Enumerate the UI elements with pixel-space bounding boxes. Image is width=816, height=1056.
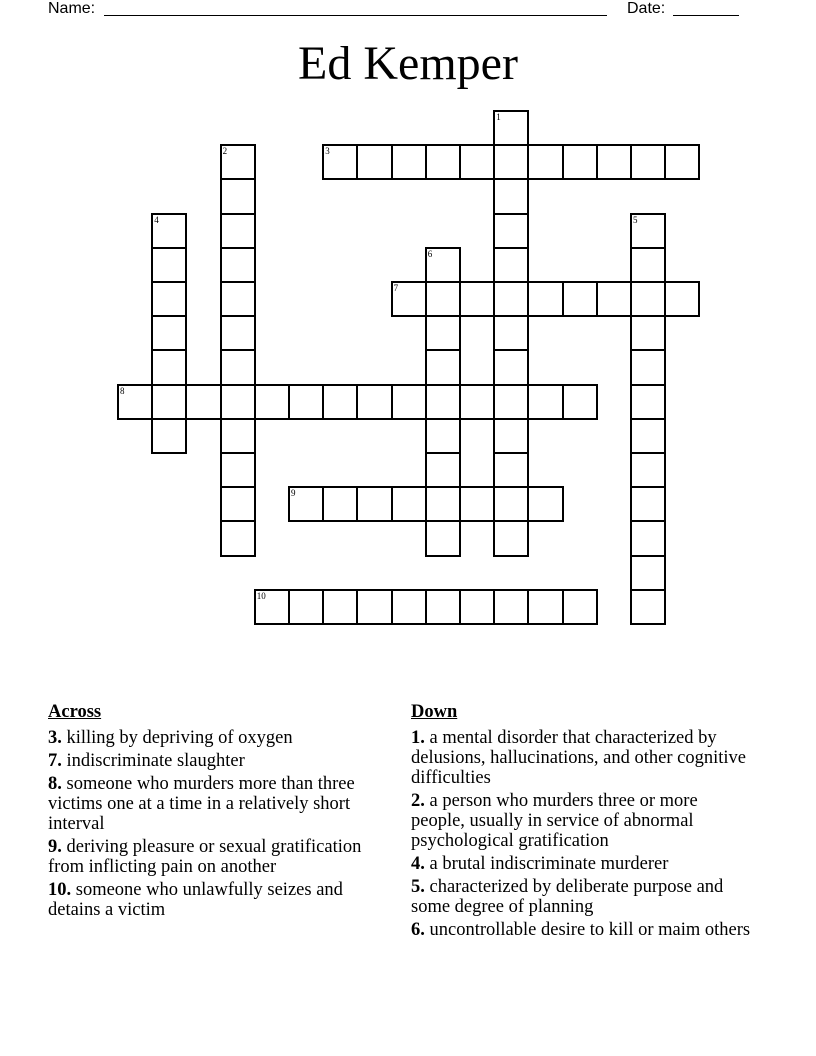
- grid-cell[interactable]: [493, 247, 529, 281]
- clue-down-5: 5. characterized by deliberate purpose and some degree of planning: [411, 877, 724, 917]
- grid-cell[interactable]: [596, 144, 630, 180]
- grid-cell[interactable]: [562, 281, 596, 317]
- cell-number: 2: [222, 146, 228, 157]
- grid-cell[interactable]: [493, 418, 529, 452]
- date-label: Date:: [627, 0, 666, 17]
- grid-cell[interactable]: [459, 384, 493, 420]
- grid-cell[interactable]: [185, 384, 219, 420]
- grid-cell[interactable]: [425, 384, 459, 418]
- grid-cell[interactable]: [630, 555, 666, 589]
- grid-cell[interactable]: [425, 315, 461, 349]
- clue-down-1: 1. a mental disorder that characterized by delusions, hallucinations, and other cognitive difficulties: [411, 728, 746, 788]
- clue-down-4: 4. a brutal indiscriminate murderer: [411, 854, 669, 874]
- grid-cell[interactable]: [220, 418, 256, 452]
- grid-cell[interactable]: [151, 247, 187, 281]
- clue-across-9: 9. deriving pleasure or sexual gratification from inflicting pain on another: [48, 837, 362, 877]
- down-heading: Down: [411, 702, 458, 722]
- grid-cell[interactable]: [356, 589, 390, 625]
- grid-cell[interactable]: [220, 178, 256, 212]
- grid-cell[interactable]: [220, 486, 256, 520]
- grid-cell[interactable]: [630, 349, 666, 383]
- cell-number: 8: [120, 385, 125, 396]
- grid-cell[interactable]: [630, 281, 664, 315]
- grid-cell[interactable]: [288, 486, 322, 522]
- grid-cell[interactable]: [220, 247, 256, 281]
- grid-cell[interactable]: [527, 589, 561, 625]
- grid-cell[interactable]: [391, 589, 425, 625]
- grid-cell[interactable]: [425, 144, 459, 180]
- grid-cell[interactable]: [322, 486, 356, 522]
- grid-cell[interactable]: [630, 213, 666, 247]
- grid-cell[interactable]: [220, 315, 256, 349]
- grid-cell[interactable]: [391, 486, 425, 522]
- grid-cell[interactable]: [151, 315, 187, 349]
- grid-cell[interactable]: [356, 384, 390, 420]
- grid-cell[interactable]: [493, 110, 529, 144]
- grid-cell[interactable]: [288, 384, 322, 420]
- grid-cell[interactable]: [151, 281, 187, 315]
- grid-cell[interactable]: [493, 178, 529, 212]
- grid-cell[interactable]: [459, 281, 493, 317]
- grid-cell[interactable]: [493, 452, 529, 486]
- grid-cell[interactable]: [630, 144, 664, 180]
- grid-cell[interactable]: [630, 520, 666, 554]
- grid-cell[interactable]: [562, 589, 598, 625]
- grid-cell[interactable]: [322, 384, 356, 420]
- grid-cell[interactable]: [493, 486, 527, 520]
- cell-number: 5: [633, 214, 638, 225]
- grid-cell[interactable]: [220, 349, 256, 383]
- grid-cell[interactable]: [459, 486, 493, 522]
- grid-cell[interactable]: [151, 349, 187, 383]
- grid-cell[interactable]: [664, 281, 700, 317]
- clue-across-7: 7. indiscriminate slaughter: [48, 751, 245, 771]
- grid-cell[interactable]: [630, 486, 666, 520]
- grid-cell[interactable]: [527, 144, 561, 180]
- clue-down-6: 6. uncontrollable desire to kill or maim others: [411, 920, 751, 940]
- grid-cell[interactable]: [425, 589, 459, 625]
- grid-cell[interactable]: [254, 384, 288, 420]
- clue-down-2: 2. a person who murders three or more people, usually in service of abnormal psychological gratification: [411, 791, 698, 851]
- grid-cell[interactable]: [493, 281, 527, 315]
- cell-number: 1: [496, 112, 501, 122]
- cell-number: 7: [393, 283, 399, 293]
- grid-cell[interactable]: [425, 281, 459, 315]
- grid-cell[interactable]: [459, 589, 493, 625]
- grid-cell[interactable]: [220, 144, 256, 178]
- grid-cell[interactable]: [459, 144, 493, 180]
- grid-cell[interactable]: [493, 520, 529, 556]
- grid-cell[interactable]: [425, 486, 459, 520]
- grid-cell[interactable]: [596, 281, 630, 317]
- grid-cell[interactable]: [425, 247, 461, 281]
- grid-cell[interactable]: [493, 384, 527, 418]
- grid-cell[interactable]: [288, 589, 322, 625]
- grid-cell[interactable]: [630, 452, 666, 486]
- across-clues: [48, 702, 393, 923]
- cell-number: 6: [427, 248, 433, 259]
- name-label: Name:: [48, 0, 96, 17]
- grid-cell[interactable]: [493, 349, 529, 383]
- grid-cell[interactable]: [220, 281, 256, 315]
- grid-cell[interactable]: [220, 213, 256, 247]
- grid-cell[interactable]: [527, 281, 561, 317]
- grid-cell[interactable]: [356, 144, 390, 180]
- across-heading: Across: [48, 702, 102, 722]
- grid-cell[interactable]: [527, 384, 561, 420]
- grid-cell[interactable]: [425, 418, 461, 452]
- grid-cell[interactable]: [425, 520, 461, 556]
- grid-cell[interactable]: [562, 384, 598, 420]
- clue-across-10: 10. someone who unlawfully seizes and detains a victim: [48, 880, 343, 920]
- grid-cell[interactable]: [425, 349, 461, 383]
- grid-cell[interactable]: [220, 452, 256, 486]
- grid-cell[interactable]: [527, 486, 563, 522]
- cell-number: 4: [154, 214, 159, 225]
- grid-cell[interactable]: [220, 384, 254, 418]
- grid-cell[interactable]: [493, 315, 529, 349]
- grid-cell[interactable]: [391, 144, 425, 180]
- grid-cell[interactable]: [220, 520, 256, 556]
- grid-cell[interactable]: [391, 384, 425, 420]
- grid-cell[interactable]: [630, 418, 666, 452]
- grid-cell[interactable]: [254, 589, 288, 625]
- down-clues: [411, 702, 751, 943]
- grid-cell[interactable]: [630, 315, 666, 349]
- clue-across-3: 3. killing by depriving of oxygen: [48, 728, 293, 748]
- grid-cell[interactable]: [425, 452, 461, 486]
- grid-cell[interactable]: [630, 589, 666, 625]
- grid-cell[interactable]: [117, 384, 151, 420]
- grid-cell[interactable]: [151, 418, 187, 454]
- grid-cell[interactable]: [493, 144, 527, 178]
- grid-cell[interactable]: [151, 213, 187, 247]
- grid-cell[interactable]: [356, 486, 390, 522]
- grid-cell[interactable]: [493, 213, 529, 247]
- grid-cell[interactable]: [630, 247, 666, 281]
- grid-cell[interactable]: [391, 281, 425, 317]
- grid-cell[interactable]: [664, 144, 700, 180]
- grid-cell[interactable]: [322, 589, 356, 625]
- page-title: Ed Kemper: [298, 37, 518, 90]
- cell-number: 10: [256, 590, 266, 601]
- grid-cell[interactable]: [630, 384, 666, 418]
- grid-cell[interactable]: [322, 144, 356, 180]
- clue-across-8: 8. someone who murders more than three victims one at a time in a relatively short interval: [48, 774, 355, 834]
- cell-number: 9: [291, 488, 296, 499]
- cell-number: 3: [325, 146, 330, 157]
- grid-cell[interactable]: [151, 384, 185, 418]
- grid-cell[interactable]: [562, 144, 596, 180]
- grid-cell[interactable]: [493, 589, 527, 625]
